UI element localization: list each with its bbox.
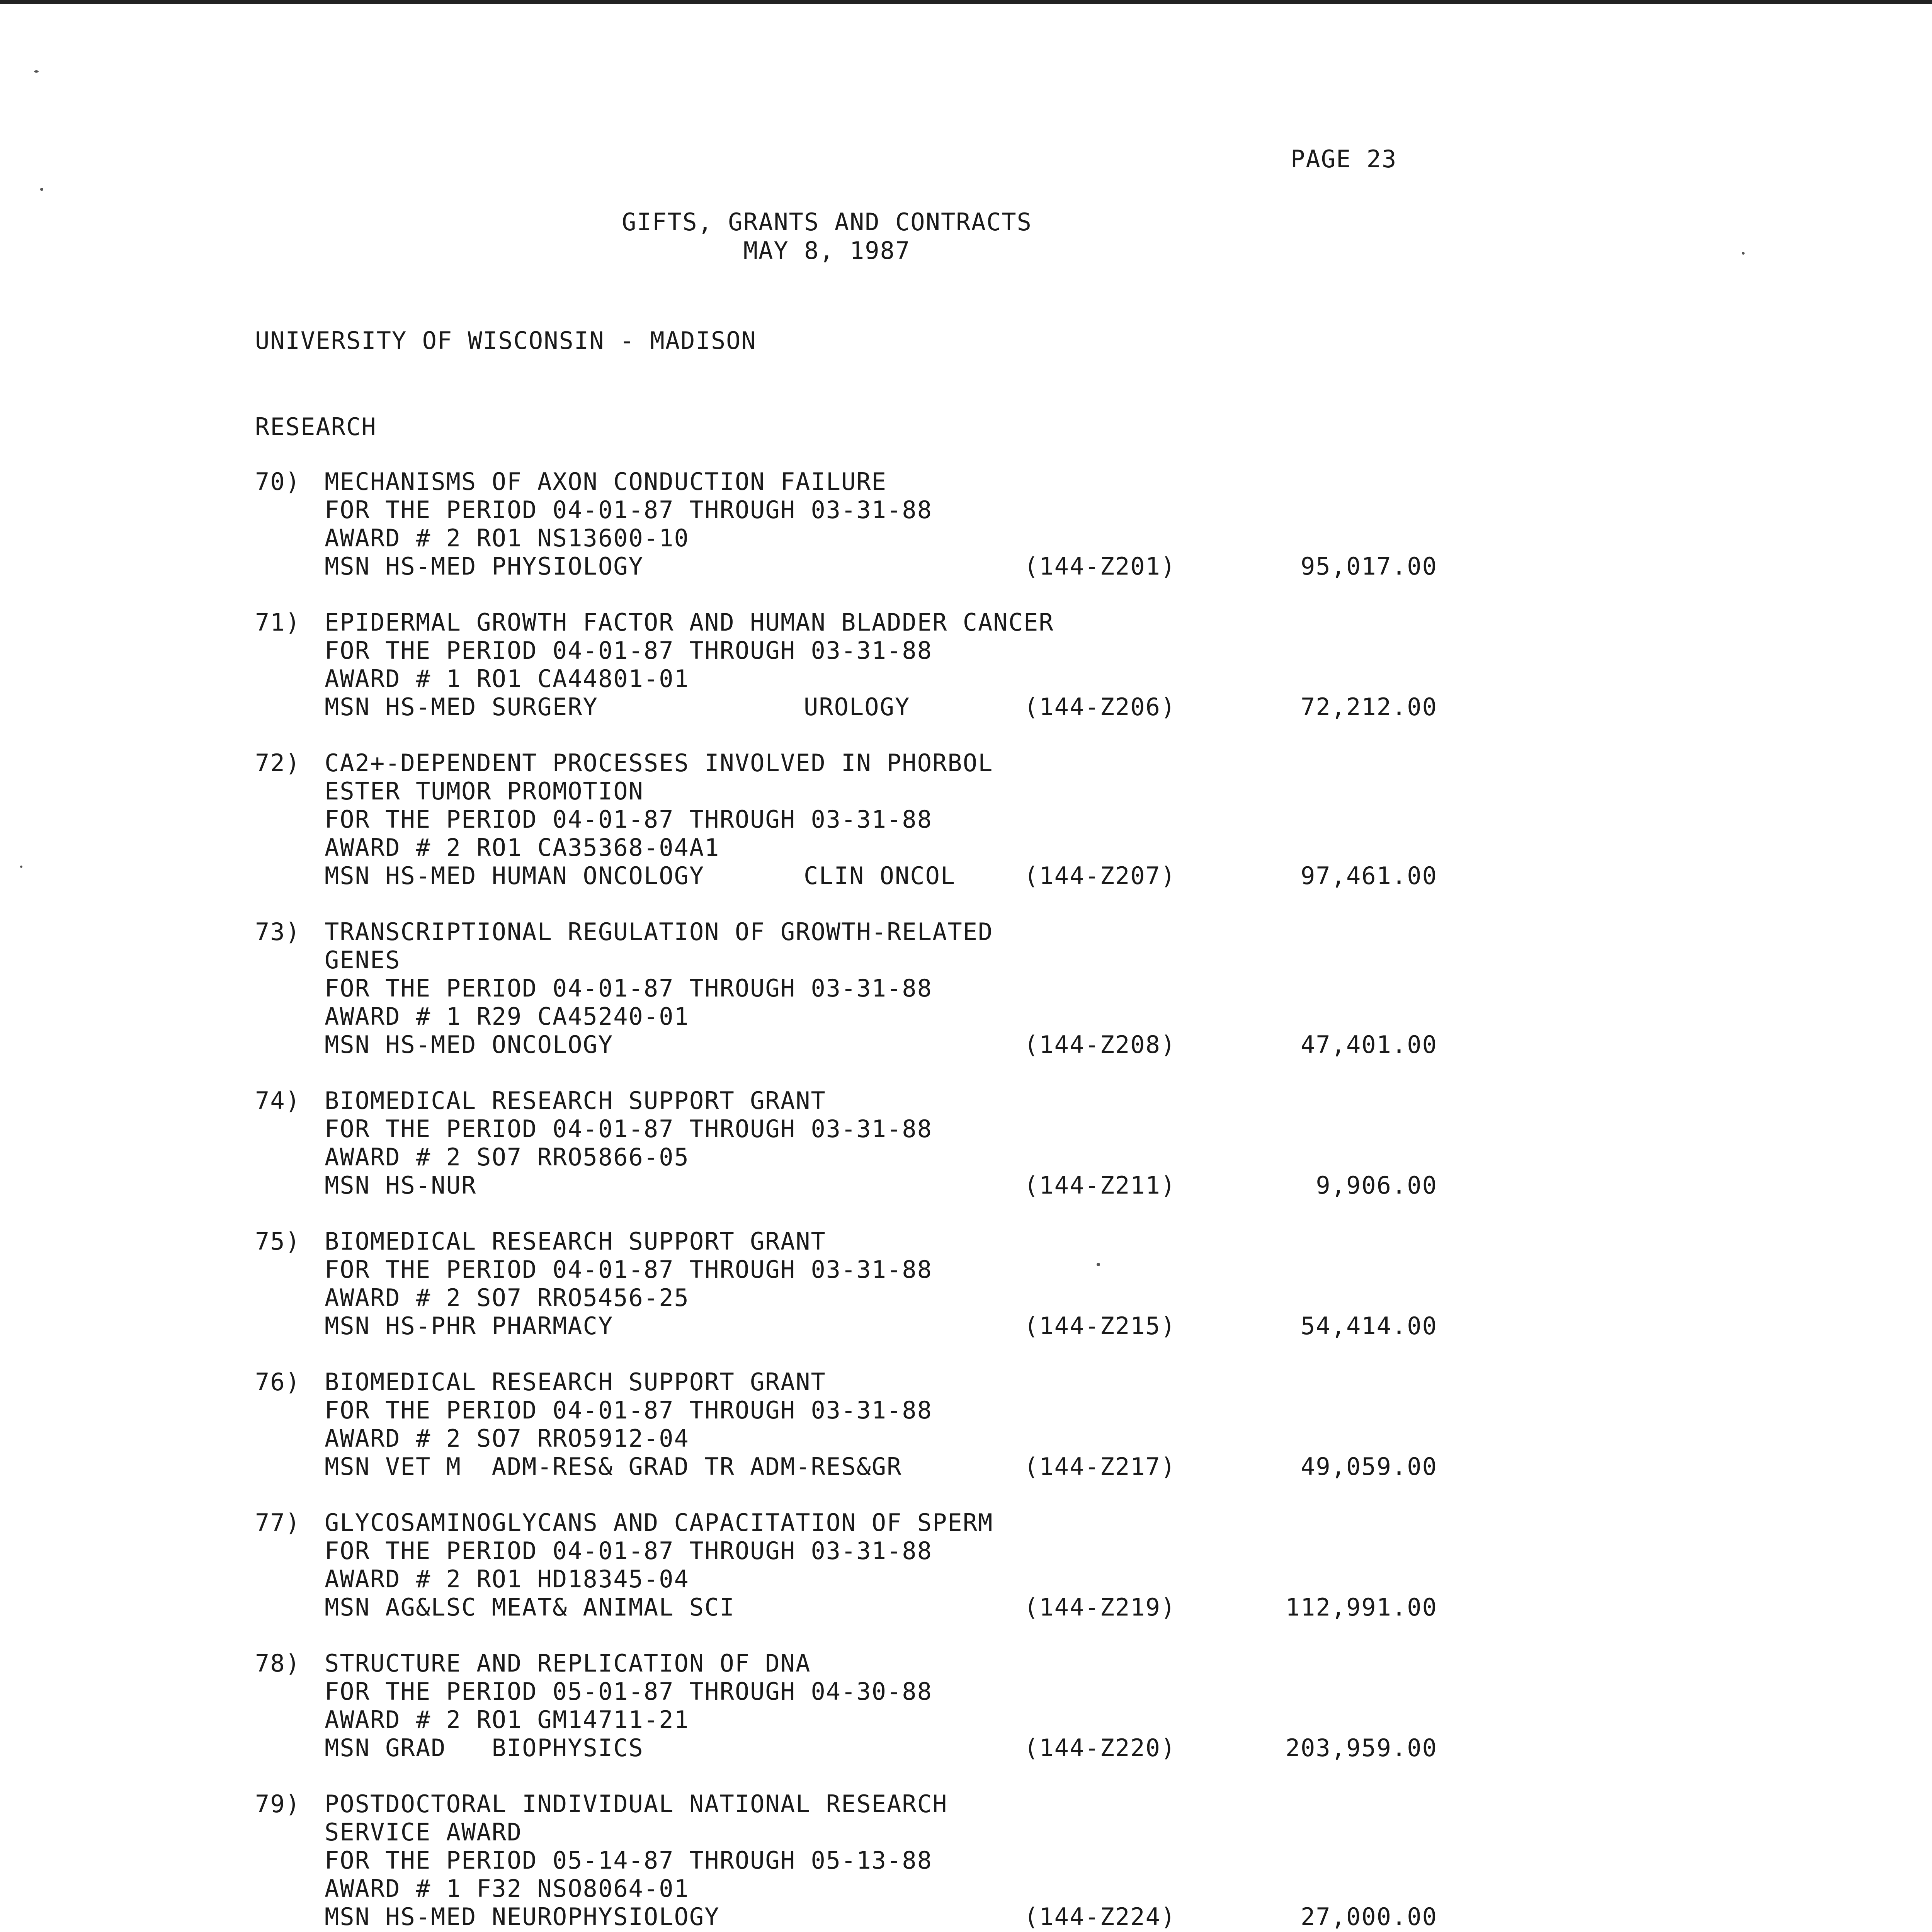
grant-entry (255, 1649, 1437, 1762)
award-number: AWARD # 2 RO1 HD18345-04 (325, 1565, 689, 1593)
entry-line (255, 1509, 1437, 1537)
grant-title: CA2+-DEPENDENT PROCESSES INVOLVED IN PHORBOL (325, 749, 993, 777)
entry-number: 76) (255, 1368, 301, 1396)
entry-line (255, 1002, 1437, 1031)
entry-line (255, 1677, 1437, 1706)
department: MSN HS-MED SURGERY (325, 693, 598, 721)
grant-title: TRANSCRIPTIONAL REGULATION OF GROWTH-RELATED (325, 918, 993, 946)
grant-title: GLYCOSAMINOGLYCANS AND CAPACITATION OF SPERM (325, 1509, 993, 1537)
grant-entry (255, 468, 1437, 580)
entry-line (255, 552, 1437, 580)
award-number: AWARD # 1 RO1 CA44801-01 (325, 665, 689, 693)
grant-amount: 27,000.00 (1301, 1903, 1437, 1931)
institution-name: UNIVERSITY OF WISCONSIN - MADISON (255, 327, 757, 355)
grant-title: BIOMEDICAL RESEARCH SUPPORT GRANT (325, 1087, 826, 1115)
scan-speck (34, 70, 39, 73)
grant-amount: 54,414.00 (1301, 1312, 1437, 1340)
grant-entry (255, 1790, 1437, 1931)
grant-entry (255, 1087, 1437, 1199)
entry-line (255, 1818, 1437, 1846)
department: MSN VET M ADM-RES& GRAD TR ADM-RES&GR (325, 1452, 902, 1481)
page-number: PAGE 23 (1291, 145, 1397, 173)
account-code: (144-Z217) (1024, 1452, 1176, 1481)
entry-number: 71) (255, 608, 301, 636)
account-code: (144-Z219) (1024, 1593, 1176, 1621)
grant-title: STRUCTURE AND REPLICATION OF DNA (325, 1649, 811, 1677)
entry-line (255, 1706, 1437, 1734)
entry-line (255, 1424, 1437, 1452)
grant-title: BIOMEDICAL RESEARCH SUPPORT GRANT (325, 1368, 826, 1396)
department: MSN HS-MED PHYSIOLOGY (325, 552, 644, 580)
entry-number: 75) (255, 1227, 301, 1255)
entry-line (255, 1565, 1437, 1593)
entry-line (255, 1227, 1437, 1255)
grant-period: FOR THE PERIOD 04-01-87 THROUGH 03-31-88 (325, 805, 933, 833)
grant-period: FOR THE PERIOD 04-01-87 THROUGH 03-31-88 (325, 1537, 933, 1565)
grant-period: FOR THE PERIOD 04-01-87 THROUGH 03-31-88 (325, 496, 933, 524)
department: MSN AG&LSC MEAT& ANIMAL SCI (325, 1593, 735, 1621)
department: MSN HS-MED ONCOLOGY (325, 1031, 614, 1059)
department: MSN HS-MED NEUROPHYSIOLOGY (325, 1903, 720, 1931)
award-number: AWARD # 1 F32 NSO8064-01 (325, 1874, 689, 1903)
entry-line (255, 1115, 1437, 1143)
entry-line (255, 1087, 1437, 1115)
grant-entry (255, 1227, 1437, 1340)
entry-line (255, 1790, 1437, 1818)
entry-line (255, 805, 1437, 833)
account-code: (144-Z224) (1024, 1903, 1176, 1931)
entry-line (255, 833, 1437, 862)
entry-line (255, 974, 1437, 1002)
entry-line (255, 1903, 1437, 1931)
grant-title: SERVICE AWARD (325, 1818, 522, 1846)
entry-number: 70) (255, 468, 301, 496)
award-number: AWARD # 2 SO7 RRO5866-05 (325, 1143, 689, 1171)
grant-period: FOR THE PERIOD 05-01-87 THROUGH 04-30-88 (325, 1677, 933, 1706)
grant-period: FOR THE PERIOD 05-14-87 THROUGH 05-13-88 (325, 1846, 933, 1874)
entry-line (255, 636, 1437, 665)
grant-amount: 47,401.00 (1301, 1031, 1437, 1059)
entry-line (255, 496, 1437, 524)
award-number: AWARD # 2 RO1 NS13600-10 (325, 524, 689, 552)
entry-line (255, 1452, 1437, 1481)
entry-line (255, 665, 1437, 693)
department: MSN HS-PHR PHARMACY (325, 1312, 614, 1340)
grant-amount: 72,212.00 (1301, 693, 1437, 721)
entry-line (255, 1874, 1437, 1903)
entry-line (255, 468, 1437, 496)
grant-amount: 9,906.00 (1316, 1171, 1437, 1199)
document-date: MAY 8, 1987 (743, 236, 911, 265)
entry-line (255, 1368, 1437, 1396)
grant-period: FOR THE PERIOD 04-01-87 THROUGH 03-31-88 (325, 1115, 933, 1143)
subdepartment: UROLOGY (804, 693, 910, 721)
grant-list (255, 468, 1437, 1932)
award-number: AWARD # 2 RO1 GM14711-21 (325, 1706, 689, 1734)
entry-line (255, 1734, 1437, 1762)
scan-speck (1742, 252, 1745, 255)
entry-line (255, 1846, 1437, 1874)
entry-line (255, 777, 1437, 805)
scan-speck (20, 866, 22, 868)
entry-line (255, 1143, 1437, 1171)
entry-number: 74) (255, 1087, 301, 1115)
account-code: (144-Z215) (1024, 1312, 1176, 1340)
section-heading: RESEARCH (255, 413, 377, 441)
entry-line (255, 918, 1437, 946)
grant-amount: 97,461.00 (1301, 862, 1437, 890)
grant-amount: 95,017.00 (1301, 552, 1437, 580)
award-number: AWARD # 1 R29 CA45240-01 (325, 1002, 689, 1031)
award-number: AWARD # 2 SO7 RRO5912-04 (325, 1424, 689, 1452)
subdepartment: CLIN ONCOL (804, 862, 956, 890)
entry-line (255, 693, 1437, 721)
grant-title: MECHANISMS OF AXON CONDUCTION FAILURE (325, 468, 887, 496)
department: MSN GRAD BIOPHYSICS (325, 1734, 644, 1762)
account-code: (144-Z220) (1024, 1734, 1176, 1762)
entry-line (255, 608, 1437, 636)
grant-entry (255, 749, 1437, 890)
account-code: (144-Z211) (1024, 1171, 1176, 1199)
grant-period: FOR THE PERIOD 04-01-87 THROUGH 03-31-88 (325, 1396, 933, 1424)
account-code: (144-Z201) (1024, 552, 1176, 580)
grant-title: BIOMEDICAL RESEARCH SUPPORT GRANT (325, 1227, 826, 1255)
department: MSN HS-MED HUMAN ONCOLOGY (325, 862, 705, 890)
entry-number: 73) (255, 918, 301, 946)
entry-number: 79) (255, 1790, 301, 1818)
grant-period: FOR THE PERIOD 04-01-87 THROUGH 03-31-88 (325, 636, 933, 665)
grant-entry (255, 918, 1437, 1059)
entry-line (255, 946, 1437, 974)
award-number: AWARD # 2 RO1 CA35368-04A1 (325, 833, 720, 862)
grant-entry (255, 1368, 1437, 1481)
scan-speck (40, 188, 43, 191)
grant-period: FOR THE PERIOD 04-01-87 THROUGH 03-31-88 (325, 1255, 933, 1284)
department: MSN HS-NUR (325, 1171, 477, 1199)
grant-title: ESTER TUMOR PROMOTION (325, 777, 644, 805)
account-code: (144-Z207) (1024, 862, 1176, 890)
award-number: AWARD # 2 SO7 RRO5456-25 (325, 1284, 689, 1312)
account-code: (144-Z206) (1024, 693, 1176, 721)
entry-line (255, 1284, 1437, 1312)
entry-line (255, 749, 1437, 777)
entry-line (255, 1396, 1437, 1424)
document-title: GIFTS, GRANTS AND CONTRACTS (622, 208, 1032, 236)
grant-title: GENES (325, 946, 401, 974)
grant-amount: 203,959.00 (1285, 1734, 1437, 1762)
entry-line (255, 1649, 1437, 1677)
entry-line (255, 1031, 1437, 1059)
grant-entry (255, 608, 1437, 721)
grant-title: EPIDERMAL GROWTH FACTOR AND HUMAN BLADDER CANCER (325, 608, 1054, 636)
entry-line (255, 1255, 1437, 1284)
grant-period: FOR THE PERIOD 04-01-87 THROUGH 03-31-88 (325, 974, 933, 1002)
grant-amount: 112,991.00 (1285, 1593, 1437, 1621)
account-code: (144-Z208) (1024, 1031, 1176, 1059)
entry-line (255, 1171, 1437, 1199)
grant-entry (255, 1509, 1437, 1621)
entry-number: 72) (255, 749, 301, 777)
entry-line (255, 1593, 1437, 1621)
grant-title: POSTDOCTORAL INDIVIDUAL NATIONAL RESEARCH (325, 1790, 948, 1818)
entry-line (255, 862, 1437, 890)
entry-line (255, 524, 1437, 552)
entry-line (255, 1537, 1437, 1565)
entry-number: 78) (255, 1649, 301, 1677)
entry-line (255, 1312, 1437, 1340)
grant-amount: 49,059.00 (1301, 1452, 1437, 1481)
scan-top-edge (0, 0, 1932, 4)
entry-number: 77) (255, 1509, 301, 1537)
